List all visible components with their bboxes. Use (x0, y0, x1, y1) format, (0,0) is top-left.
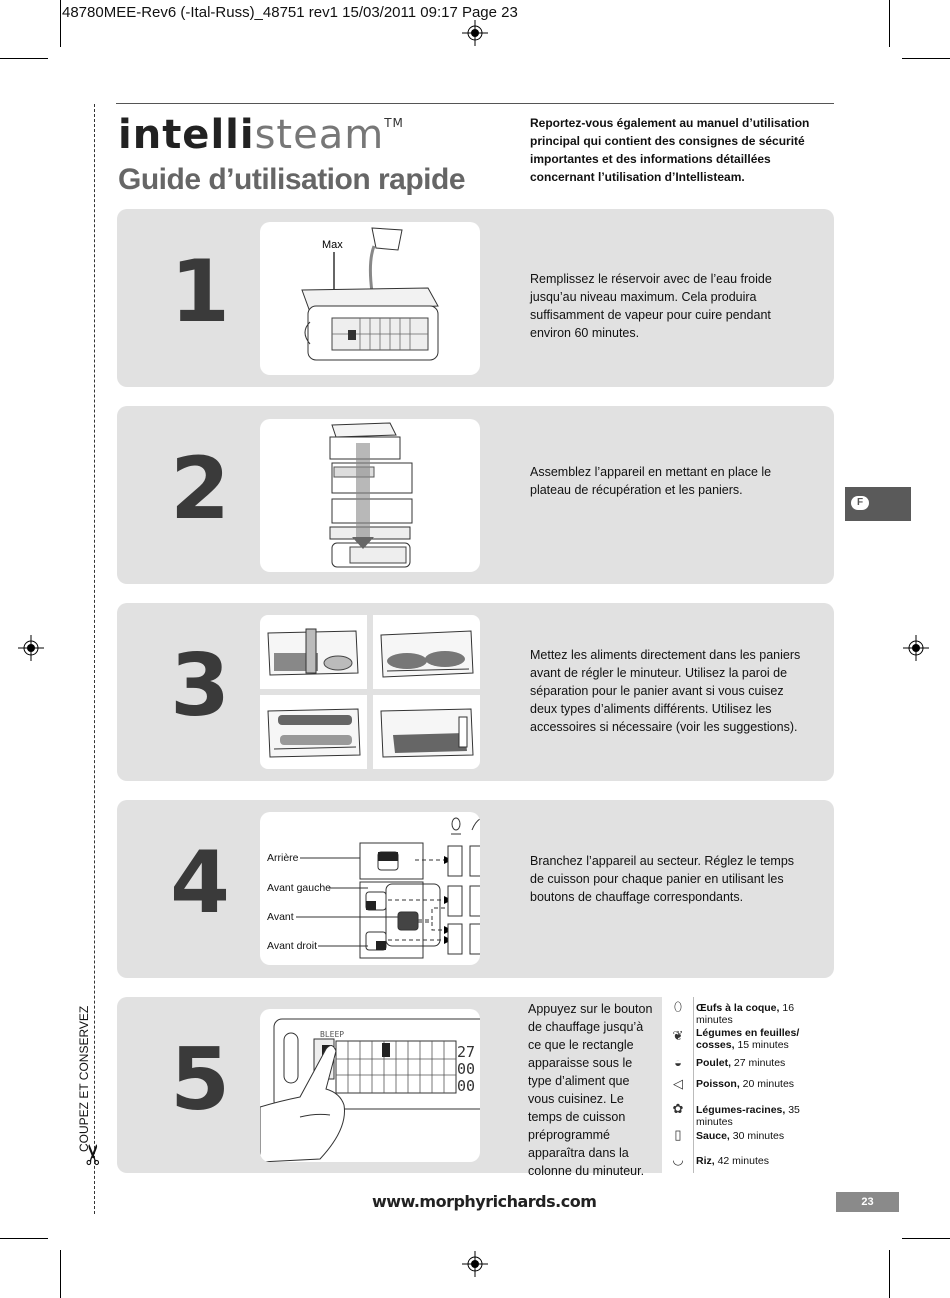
chicken-icon: ◒ (674, 1055, 682, 1070)
food-name: Poulet, (696, 1057, 732, 1069)
header-rule (116, 103, 834, 104)
food-time: 35 minutes (696, 1104, 800, 1128)
step-3-illustration-empty (373, 695, 480, 769)
food-time: 16 minutes (696, 1002, 795, 1026)
crop-mark (889, 0, 890, 47)
food-item-root-vegetables (696, 1104, 832, 1128)
food-time: 30 minutes (729, 1130, 785, 1142)
registration-mark-icon (18, 635, 44, 661)
food-time: 15 minutes (734, 1039, 789, 1051)
cut-and-keep-label: COUPEZ ET CONSERVEZ (77, 1005, 91, 1152)
step-5-illustration (260, 1009, 480, 1162)
display-digit: 00 (457, 1077, 476, 1095)
step-3-illustration-tray (373, 615, 480, 689)
trademark: TM (384, 116, 404, 130)
step-number: 4 (170, 833, 230, 933)
label-front: Avant (267, 911, 294, 923)
food-item-leafy-vegetables (696, 1027, 832, 1051)
food-name: Œufs à la coque, (696, 1002, 780, 1014)
step-1-illustration (260, 222, 480, 375)
step-3-text: Mettez les aliments directement dans les paniers avant de régler le minuteur. Utilisez la paroi de séparation pour le panier avant si vous cuisez deux types d’aliments différents. Utilisez les accessoires si nécessaire (voir les suggestions). (530, 648, 801, 734)
registration-mark-icon (903, 635, 929, 661)
registration-mark-icon (462, 1251, 488, 1277)
cut-line (94, 104, 95, 1214)
step-2-illustration (260, 419, 480, 572)
food-time: 27 minutes (731, 1057, 786, 1069)
crop-mark (60, 1250, 61, 1298)
crop-mark (902, 1238, 950, 1239)
food-item-fish (696, 1078, 832, 1090)
page-title: Guide d’utilisation rapide (118, 163, 466, 196)
step-4-illustration (260, 812, 480, 965)
step-number: 3 (170, 636, 230, 736)
food-time: 42 minutes (714, 1155, 769, 1167)
rice-bowl-icon: ◡ (672, 1152, 684, 1167)
crop-mark (889, 1250, 890, 1298)
label-back: Arrière (267, 852, 299, 864)
step-number: 2 (170, 439, 230, 539)
label-front-right: Avant droit (267, 940, 318, 952)
food-time: 20 minutes (739, 1078, 795, 1090)
page-number: 23 (836, 1192, 899, 1212)
egg-icon: ⬯ (673, 999, 683, 1014)
step-2-text: Assemblez l’appareil en mettant en place le plateau de récupération et les paniers. (530, 465, 772, 497)
website-url: www.morphyrichards.com (372, 1192, 597, 1211)
food-item-chicken (696, 1057, 832, 1069)
food-item-rice (696, 1155, 832, 1167)
logo-part-intelli: intelli (118, 112, 255, 158)
language-tab (845, 487, 911, 521)
display-digit: 27 (457, 1043, 476, 1061)
fish-icon: ◁ (673, 1076, 683, 1091)
label-front-left: Avant gauche (267, 882, 332, 894)
food-name: Légumes en feuilles/ cosses, (696, 1027, 800, 1051)
max-label: Max (322, 239, 343, 251)
food-item-sauce (696, 1130, 832, 1142)
jar-icon: ▯ (674, 1127, 682, 1142)
bleep-label: BLEEP (320, 1030, 345, 1039)
step-4-text: Branchez l’appareil au secteur. Réglez le temps de cuisson pour chaque panier en utilisant les boutons de chauffage correspondants. (530, 854, 795, 904)
intellisteam-logo (118, 112, 404, 158)
step-number: 5 (170, 1030, 230, 1130)
leaf-icon: ❦ (672, 1028, 684, 1043)
intro-text: Reportez-vous également au manuel d’utilisation principal qui contient des consignes de sécurité importantes et des informations détaillées concernant l’utilisation d’Intellisteam. (530, 116, 810, 184)
food-name: Poisson, (696, 1078, 740, 1090)
food-name: Sauce, (696, 1130, 730, 1142)
crop-mark (0, 1238, 48, 1239)
display-digit: 00 (457, 1060, 476, 1078)
logo-part-steam: steam (254, 112, 385, 158)
scissors-icon: ✂ (78, 1142, 110, 1167)
step-1-text: Remplissez le réservoir avec de l’eau froide jusqu’au niveau maximum. Cela produira suffisamment de vapeur pour cuire pendant environ 60 minutes. (530, 272, 772, 340)
language-tab-label: F (851, 496, 869, 510)
registration-mark-icon (462, 20, 488, 46)
food-name: Riz, (696, 1155, 715, 1167)
crop-mark (60, 0, 61, 47)
crop-mark (902, 58, 950, 59)
crop-mark (0, 58, 48, 59)
print-header: 48780MEE-Rev6 (-Ital-Russ)_48751 rev1 15/03/2011 09:17 Page 23 (62, 4, 518, 21)
step-number: 1 (170, 242, 230, 342)
step-3-illustration-rack (260, 695, 367, 769)
carrot-icon: ✿ (672, 1101, 684, 1116)
food-item-eggs (696, 1002, 832, 1026)
food-name: Légumes-racines, (696, 1104, 786, 1116)
step-5-text: Appuyez sur le bouton de chauffage jusqu’à ce que le rectangle apparaisse sous le type d’aliment que vous cuisinez. Le temps de cuisson préprogrammé apparaîtra dans la colonne du minuteur. (528, 1002, 653, 1178)
step-3-illustration-divider (260, 615, 367, 689)
